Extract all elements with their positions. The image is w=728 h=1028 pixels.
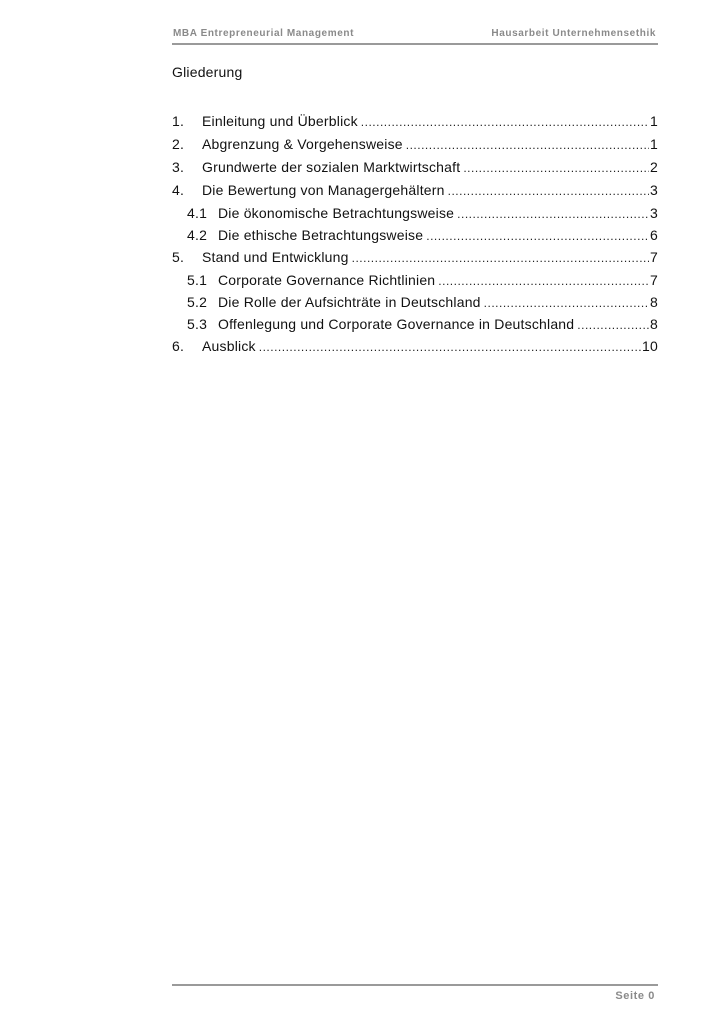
toc-entry-page: 10 <box>642 338 658 354</box>
toc-entry-title: Einleitung und Überblick <box>202 113 358 129</box>
toc-dot-leader <box>426 227 649 245</box>
toc-entry-number: 2. <box>172 136 185 152</box>
toc-dot-leader <box>448 182 649 200</box>
toc-dot-leader <box>352 249 649 267</box>
toc-entry-number: 6. <box>172 338 185 354</box>
toc-dot-leader <box>438 272 649 290</box>
toc-entry-title: Corporate Governance Richtlinien <box>218 272 436 288</box>
table-of-contents <box>172 112 658 360</box>
toc-dot-leader <box>457 205 649 223</box>
toc-entry-page: 7 <box>650 272 658 288</box>
toc-entry[interactable] <box>172 337 658 360</box>
toc-entry-title: Die ökonomische Betrachtungsweise <box>218 205 455 221</box>
page-header <box>172 28 658 45</box>
header-document-title: Hausarbeit Unternehmensethik <box>491 28 656 39</box>
toc-heading: Gliederung <box>172 64 243 80</box>
toc-entry-number: 4. <box>172 182 185 198</box>
toc-entry-page: 8 <box>650 316 658 332</box>
toc-dot-leader <box>577 316 649 334</box>
toc-subentry[interactable] <box>172 271 658 293</box>
toc-entry-number: 4.2 <box>187 227 208 243</box>
toc-entry-number: 4.1 <box>187 205 208 221</box>
toc-subentry[interactable] <box>172 293 658 315</box>
toc-dot-leader <box>484 294 649 312</box>
toc-entry[interactable] <box>172 135 658 158</box>
toc-entry[interactable] <box>172 158 658 181</box>
toc-subentry[interactable] <box>172 315 658 337</box>
page-number: Seite 0 <box>615 990 655 1002</box>
toc-subentry[interactable] <box>172 226 658 248</box>
toc-entry[interactable] <box>172 112 658 135</box>
toc-entry-number: 5.3 <box>187 316 208 332</box>
toc-entry-page: 2 <box>650 159 658 175</box>
toc-dot-leader <box>361 113 649 131</box>
page-footer <box>172 984 658 1006</box>
toc-entry-number: 5.1 <box>187 272 208 288</box>
toc-entry-title: Stand und Entwicklung <box>202 249 349 265</box>
toc-entry-title: Die ethische Betrachtungsweise <box>218 227 424 243</box>
toc-entry-page: 6 <box>650 227 658 243</box>
toc-entry[interactable] <box>172 248 658 271</box>
toc-entry-title: Abgrenzung & Vorgehensweise <box>202 136 403 152</box>
toc-dot-leader <box>259 338 641 356</box>
toc-entry-title: Die Rolle der Aufsichträte in Deutschland <box>218 294 481 310</box>
toc-dot-leader <box>406 136 649 154</box>
toc-entry[interactable] <box>172 181 658 204</box>
toc-entry-page: 1 <box>650 136 658 152</box>
toc-subentry[interactable] <box>172 204 658 226</box>
toc-entry-number: 1. <box>172 113 185 129</box>
toc-entry-page: 1 <box>650 113 658 129</box>
toc-entry-page: 3 <box>650 205 658 221</box>
toc-entry-number: 3. <box>172 159 185 175</box>
toc-entry-title: Grundwerte der sozialen Marktwirtschaft <box>202 159 461 175</box>
header-course-title: MBA Entrepreneurial Management <box>173 28 354 39</box>
toc-entry-title: Die Bewertung von Managergehältern <box>202 182 445 198</box>
toc-entry-number: 5.2 <box>187 294 208 310</box>
toc-entry-title: Ausblick <box>202 338 256 354</box>
toc-dot-leader <box>463 159 649 177</box>
toc-entry-page: 7 <box>650 249 658 265</box>
toc-entry-page: 8 <box>650 294 658 310</box>
toc-entry-title: Offenlegung und Corporate Governance in Deutschland <box>218 316 575 332</box>
toc-entry-number: 5. <box>172 249 185 265</box>
toc-entry-page: 3 <box>650 182 658 198</box>
